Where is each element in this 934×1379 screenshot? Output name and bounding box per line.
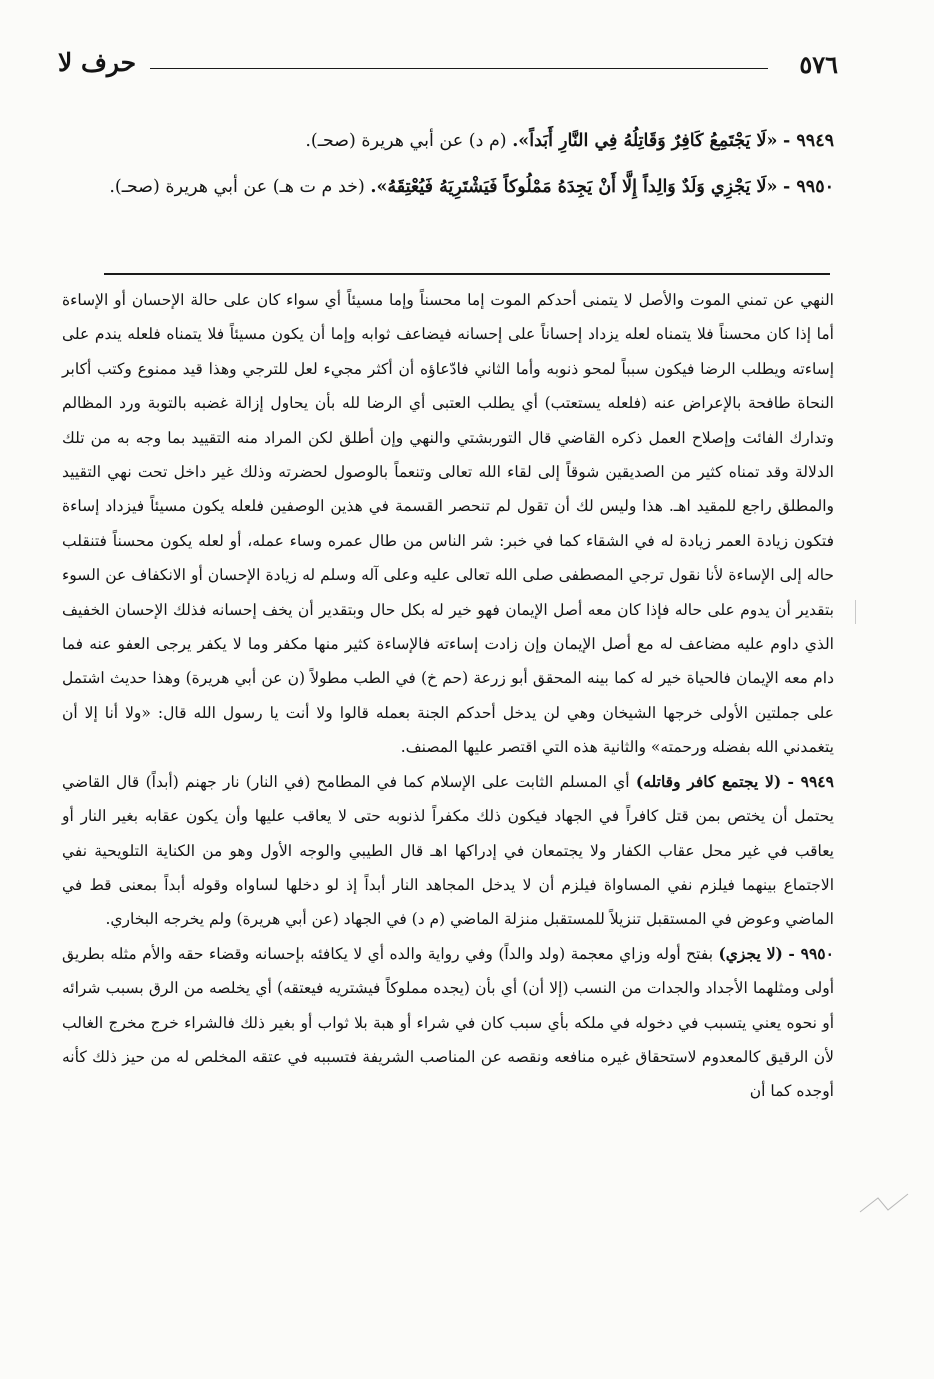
commentary-9949 [62, 765, 834, 937]
page-header [58, 44, 838, 84]
hadith-number: ٩٩٥٠ - [783, 177, 834, 197]
section-title: حرف لا [58, 48, 137, 77]
commentary-number: ٩٩٥٠ - [788, 943, 834, 963]
commentary-number: ٩٩٤٩ - [787, 771, 834, 791]
section-divider [104, 273, 830, 275]
hadith-number: ٩٩٤٩ - [783, 131, 834, 151]
hadith-texts [64, 118, 834, 210]
header-rule [150, 68, 768, 69]
commentary-text: بفتح أوله وزاي معجمة (ولد والداً) وفي رواية والده أي لا يكافئه بإحسانه وقضاء حقه والأم مثله بطريق أولى ومثلهما الأجداد والجدات من النسب (إلا أن) أي بأن (يجده مملوكاً فيشتريه فيعتقه) أي يخلصه من الرق بسبب شرائه أو نحوه يعني يتسبب في دخوله في ملكه بأي سبب كان في شراء أو هبة بلا ثواب أو بغير ذلك فالشراء خرج مخرج الغالب لأن الرقيق كالمعدوم لاستحقاق غيره منافعه ونقصه عن المناصب الشريفة فتسببه في عتقه المخلص له من حيز ذلك كأنه أوجده كما أن [62, 944, 834, 1101]
commentary-lead: (لا يجتمع كافر وقاتله) [635, 771, 782, 791]
hadith-source: (خد م ت هـ) عن أبي هريرة (صحـ). [109, 177, 365, 197]
hadith-text: «لَا يَجْتَمِعُ كَافِرٌ وَقَاتِلُهُ فِي النَّارِ أَبَداً». [512, 131, 778, 151]
commentary-text: أي المسلم الثابت على الإسلام كما في المطامح (في النار) نار جهنم (أبداً) قال القاضي يحتمل أن يختص بمن قتل كافراً في الجهاد فيكون ذلك مكفراً لذنوبه حتى لا يعاقب عليها وأن يكون عقابه بغير النار أو يعاقب في غير محل عقاب الكفار ولا يجتمعان في إدراكها اهـ قال الطيبي والوجه الأول وهو من الكناية التلويحية نفي الاجتماع بينهما فيلزم نفي المساواة فيلزم أن لا يدخل المجاهد النار أبداً إذ لو دخلها لساواه وقوله أبداً بمعنى قط في الماضي وعوض في المستقبل تنزيلاً للمستقبل منزلة الماضي (م د) في الجهاد (عن أبي هريرة) ولم يخرجه البخاري. [62, 772, 834, 929]
commentary [62, 283, 834, 1109]
commentary-intro: النهي عن تمني الموت والأصل لا يتمنى أحدكم الموت إما محسناً وإما مسيئاً أي سواء كان على حالة الإحسان أو الإساءة أما إذا كان محسناً فلا يتمناه لعله يزداد إحساناً على إحسانه فيضاعف ثوابه وإما أن يكون مسيئاً فلا يتمناه فلعله يندم على إساءته ويطلب الرضا فيكون سبباً لمحو ذنوبه وأما الثاني فادّعاؤه أن أكثر مجيء لعل للترجي وهذا قيد ممنوع وكتب أكابر النحاة طافحة بالإعراض عنه (فلعله يستعتب) أي يطلب العتبى أي الرضا لله بأن يحاول إزالة غضبه بالتوبة ورد المظالم وتدارك الفائت وإصلاح العمل ذكره القاضي قال التوربشتي والنهي وإن أطلق لكن المراد منه التقييد بما وجه به من تلك الدلالة وقد تمناه كثير من الصديقين شوقاً إلى لقاء الله تعالى وتنعماً بالوصول لحضرته وذلك غير داخل تحت نهي التقييد والمطلق راجع للمقيد اهـ. هذا وليس لك أن تقول لم تنحصر القسمة في هذين الوصفين فلعله يكون مسيئاً فيزداد إساءة فتكون زيادة العمر زيادة له في الشقاء كما في خبر: شر الناس من طال عمره وساء عمله، أو لعله يكون محسناً فتنقلب حاله إلى الإساءة لأنا نقول ترجي المصطفى صلى الله تعالى عليه وعلى آله وسلم له زيادة الإحسان أو الانكفاف عن السوء بتقدير أن يدوم على حاله فإذا كان معه أصل الإيمان فهو خير له بكل حال وبتقدير أن يخف إحسانه فذلك الإحسان الخفيف الذي داوم عليه مضاعف له مع أصل الإيمان وإن زادت إساءته فالإساءة كثير منها مكفر وما لا يكفر يرجى العفو عنه فما دام معه الإيمان فالحياة خير له كما بينه المحقق أبو زرعة (حم خ) في الطب مطولاً (ن عن أبي هريرة) وهذا حديث اشتمل على جملتين الأولى خرجها الشيخان وهي لن يدخل أحدكم الجنة بعمله قالوا ولا أنت يا رسول الله قال: «ولا أنا إلا أن يتغمدني الله بفضله ورحمته» والثانية هذه التي اقتصر عليها المصنف. [62, 291, 834, 757]
commentary-lead: (لا يجزي) [718, 943, 783, 963]
hadith-text: «لَا يَجْزِي وَلَدٌ وَالِداً إِلَّا أَنْ يَجِدَهُ مَمْلُوكاً فَيَشْتَرِيَهُ فَيُعْتِقَهُ». [370, 177, 778, 197]
commentary-9950 [62, 937, 834, 1109]
page-number: ٥٧٦ [799, 50, 838, 79]
hadith-9949 [64, 118, 834, 164]
hadith-source: (م د) عن أبي هريرة (صحـ). [305, 131, 507, 151]
hadith-9950 [64, 164, 834, 210]
margin-mark [855, 600, 856, 624]
margin-pen-mark-icon [858, 1192, 918, 1222]
